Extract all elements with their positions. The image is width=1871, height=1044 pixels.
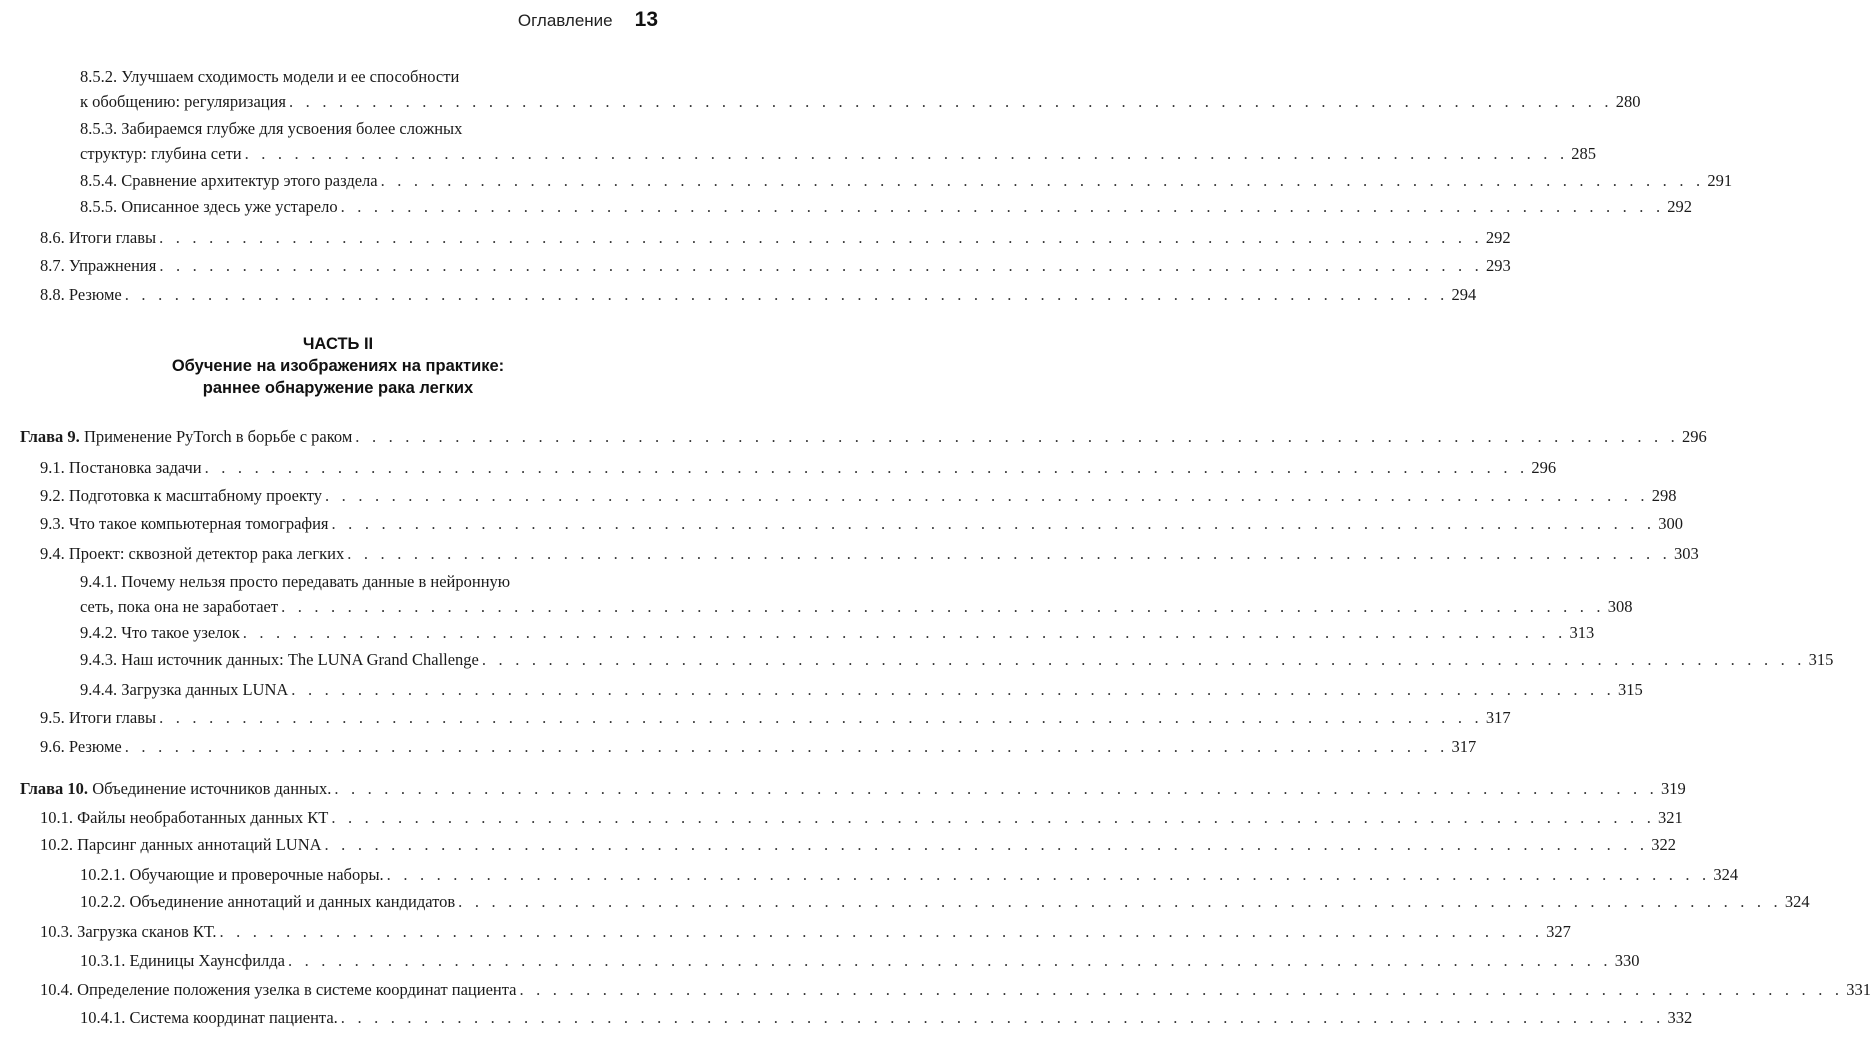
toc-entry[interactable]	[0, 511, 1683, 536]
toc-entry-title: 9.5. Итоги главы	[40, 708, 157, 727]
toc-page-number: 332	[1667, 1008, 1693, 1027]
toc-page-number: 300	[1658, 514, 1683, 533]
toc-entry-title: 10.4.1. Система координат пациента.	[80, 1008, 338, 1027]
dot-leader: . . . . . . . . . . . . . . . . . . . . . . . . . . . . . . . . . . . . . . . . . . . . . . . . . . . . . . . . . . . . . . . . . . . . . . . . . . . . . . . .	[340, 1008, 1665, 1027]
toc-entry-title: 8.5.4. Сравнение архитектур этого раздела	[80, 171, 378, 190]
toc-entry[interactable]	[0, 677, 1643, 702]
toc-entry[interactable]	[0, 64, 1641, 114]
toc-entry-title: 9.4.2. Что такое узелок	[80, 623, 240, 642]
part-title-line1: Обучение на изображениях на практике:	[171, 357, 505, 375]
toc-entry-title: 10.2.2. Объединение аннотаций и данных кандидатов	[80, 892, 456, 911]
toc-entry-title: 10.1. Файлы необработанных данных КТ	[40, 808, 329, 827]
toc-entry[interactable]	[0, 734, 1477, 759]
toc-page-number: 317	[1451, 737, 1477, 756]
toc-entry[interactable]	[0, 483, 1677, 508]
dot-leader: . . . . . . . . . . . . . . . . . . . . . . . . . . . . . . . . . . . . . . . . . . . . . . . . . . . . . . . . . . . . . . . . . . . . . . . . . . . . . . . .	[124, 737, 1449, 756]
toc-entry[interactable]	[0, 776, 1686, 801]
toc-entry[interactable]	[0, 948, 1640, 973]
toc-page-number: 296	[1681, 427, 1707, 446]
toc-page-number: 315	[1808, 650, 1834, 669]
toc-page-number: 324	[1713, 865, 1739, 884]
dot-leader: . . . . . . . . . . . . . . . . . . . . . . . . . . . . . . . . . . . . . . . . . . . . . . . . . . . . . . . . . . . . . . . . . . . . . . . . . . . . . . . .	[219, 922, 1544, 941]
toc-entry-title: 9.4.4. Загрузка данных LUNA	[80, 680, 289, 699]
toc-entry-title: структур: глубина сети	[80, 144, 242, 163]
toc-entry-title: 8.8. Резюме	[40, 285, 122, 304]
toc-page-number: 294	[1451, 285, 1477, 304]
toc-page-number: 292	[1667, 197, 1693, 216]
dot-leader: . . . . . . . . . . . . . . . . . . . . . . . . . . . . . . . . . . . . . . . . . . . . . . . . . . . . . . . . . . . . . . . . . . . . . . . . . . . . . . . .	[347, 544, 1671, 563]
toc-entry-title: 8.5.5. Описанное здесь уже устарело	[80, 197, 338, 216]
toc-entry[interactable]	[0, 194, 1693, 219]
toc-entry-title: 9.1. Постановка задачи	[40, 458, 202, 477]
toc-entry-title: 8.7. Упражнения	[40, 256, 157, 275]
dot-leader: . . . . . . . . . . . . . . . . . . . . . . . . . . . . . . . . . . . . . . . . . . . . . . . . . . . . . . . . . . . . . . . . . . . . . . . . . . . . . . . .	[159, 228, 1483, 247]
dot-leader: . . . . . . . . . . . . . . . . . . . . . . . . . . . . . . . . . . . . . . . . . . . . . . . . . . . . . . . . . . . . . . . . . . . . . . . . . . . . . . . .	[288, 951, 1612, 970]
toc-page-number: 291	[1707, 171, 1733, 190]
toc-page-number: 293	[1486, 256, 1511, 275]
toc-entry-title: 10.4. Определение положения узелка в системе координат пациента	[40, 980, 517, 999]
dot-leader: . . . . . . . . . . . . . . . . . . . . . . . . . . . . . . . . . . . . . . . . . . . . . . . . . . . . . . . . . . . . . . . . . . . . . . . . . . . . . . . .	[325, 486, 1649, 505]
toc-page-number: 319	[1661, 779, 1686, 798]
toc-entry-title-line1: 8.5.2. Улучшаем сходимость модели и ее способности	[80, 67, 460, 86]
dot-leader: . . . . . . . . . . . . . . . . . . . . . . . . . . . . . . . . . . . . . . . . . . . . . . . . . . . . . . . . . . . . . . . . . . . . . . . . . . . . . . . .	[334, 779, 1659, 798]
toc-page-number: 313	[1569, 623, 1595, 642]
toc-page-number: 292	[1485, 228, 1511, 247]
toc-page-number: 315	[1617, 680, 1643, 699]
part-title-line2: раннее обнаружение рака легких	[202, 379, 474, 397]
toc-page-number: 285	[1571, 144, 1597, 163]
dot-leader: . . . . . . . . . . . . . . . . . . . . . . . . . . . . . . . . . . . . . . . . . . . . . . . . . . . . . . . . . . . . . . . . . . . . . . . . . . . . . . . .	[519, 980, 1844, 999]
dot-leader: . . . . . . . . . . . . . . . . . . . . . . . . . . . . . . . . . . . . . . . . . . . . . . . . . . . . . . . . . . . . . . . . . . . . . . . . . . . . . . . .	[281, 597, 1605, 616]
dot-leader: . . . . . . . . . . . . . . . . . . . . . . . . . . . . . . . . . . . . . . . . . . . . . . . . . . . . . . . . . . . . . . . . . . . . . . . . . . . . . . . .	[204, 458, 1529, 477]
toc-entry-title-line1: 9.4.1. Почему нельзя просто передавать данные в нейронную	[80, 572, 511, 591]
toc-entry[interactable]	[0, 541, 1699, 566]
chapter-label: Глава 10.	[20, 779, 89, 798]
toc-page-number: 308	[1607, 597, 1633, 616]
toc-entry-title: 9.3. Что такое компьютерная томография	[40, 514, 329, 533]
toc-entry-title: 10.3.1. Единицы Хаунсфилда	[80, 951, 285, 970]
toc-entry[interactable]	[0, 620, 1595, 645]
toc-entry[interactable]	[0, 253, 1511, 278]
toc-entry-title: 9.4.3. Наш источник данных: The LUNA Grand Challenge	[80, 650, 479, 669]
toc-entry[interactable]	[0, 168, 1733, 193]
toc-entry[interactable]	[0, 116, 1597, 166]
dot-leader: . . . . . . . . . . . . . . . . . . . . . . . . . . . . . . . . . . . . . . . . . . . . . . . . . . . . . . . . . . . . . . . . . . . . . . . . . . . . . . . .	[331, 808, 1656, 827]
toc-entry[interactable]	[0, 424, 1707, 449]
toc-page-number: 317	[1485, 708, 1511, 727]
dot-leader: . . . . . . . . . . . . . . . . . . . . . . . . . . . . . . . . . . . . . . . . . . . . . . . . . . . . . . . . . . . . . . . . . . . . . . . . . . . . . . . .	[159, 256, 1484, 275]
toc-page-number: 330	[1614, 951, 1640, 970]
toc-entry[interactable]	[0, 977, 1871, 1002]
toc-page-number: 327	[1546, 922, 1571, 941]
toc-entry-title: 8.6. Итоги главы	[40, 228, 157, 247]
toc-entry[interactable]	[0, 705, 1511, 730]
toc-page-number: 280	[1615, 92, 1641, 111]
toc-entry-title: Применение PyTorch в борьбе с раком	[83, 427, 353, 446]
dot-leader: . . . . . . . . . . . . . . . . . . . . . . . . . . . . . . . . . . . . . . . . . . . . . . . . . . . . . . . . . . . . . . . . . . . . . . . . . . . . . . . .	[331, 514, 1656, 533]
header-title: Оглавление	[517, 11, 613, 30]
toc-entry[interactable]	[0, 647, 1834, 672]
toc-entry[interactable]	[0, 862, 1739, 887]
toc-entry-title: Объединение источников данных.	[92, 779, 332, 798]
dot-leader: . . . . . . . . . . . . . . . . . . . . . . . . . . . . . . . . . . . . . . . . . . . . . . . . . . . . . . . . . . . . . . . . . . . . . . . . . . . . . . . .	[355, 427, 1679, 446]
toc-entry[interactable]	[0, 832, 1676, 857]
toc-entry-title: 9.6. Резюме	[40, 737, 122, 756]
toc-page-number: 298	[1651, 486, 1677, 505]
dot-leader: . . . . . . . . . . . . . . . . . . . . . . . . . . . . . . . . . . . . . . . . . . . . . . . . . . . . . . . . . . . . . . . . . . . . . . . . . . . . . . . .	[242, 623, 1567, 642]
toc-entry[interactable]	[0, 455, 1557, 480]
toc-entry[interactable]	[0, 805, 1683, 830]
dot-leader: . . . . . . . . . . . . . . . . . . . . . . . . . . . . . . . . . . . . . . . . . . . . . . . . . . . . . . . . . . . . . . . . . . . . . . . . . . . . . . . .	[386, 865, 1711, 884]
dot-leader: . . . . . . . . . . . . . . . . . . . . . . . . . . . . . . . . . . . . . . . . . . . . . . . . . . . . . . . . . . . . . . . . . . . . . . . . . . . . . . . .	[481, 650, 1806, 669]
toc-entry[interactable]	[0, 1005, 1693, 1030]
toc-entry[interactable]	[0, 919, 1571, 944]
running-header	[518, 8, 658, 32]
toc-entry-title: 10.3. Загрузка сканов КТ.	[40, 922, 217, 941]
toc-entry-title: 9.4. Проект: сквозной детектор рака легких	[40, 544, 345, 563]
toc-entry-title-line1: 8.5.3. Забираемся глубже для усвоения более сложных	[80, 119, 463, 138]
toc-entry[interactable]	[0, 569, 1633, 619]
toc-entry-title: 10.2. Парсинг данных аннотаций LUNA	[40, 835, 322, 854]
dot-leader: . . . . . . . . . . . . . . . . . . . . . . . . . . . . . . . . . . . . . . . . . . . . . . . . . . . . . . . . . . . . . . . . . . . . . . . . . . . . . . . .	[289, 92, 1613, 111]
dot-leader: . . . . . . . . . . . . . . . . . . . . . . . . . . . . . . . . . . . . . . . . . . . . . . . . . . . . . . . . . . . . . . . . . . . . . . . . . . . . . . . .	[340, 197, 1665, 216]
toc-page-number: 324	[1784, 892, 1810, 911]
page-number: 13	[634, 8, 658, 31]
toc-page-number: 322	[1651, 835, 1676, 854]
dot-leader: . . . . . . . . . . . . . . . . . . . . . . . . . . . . . . . . . . . . . . . . . . . . . . . . . . . . . . . . . . . . . . . . . . . . . . . . . . . . . . . .	[124, 285, 1449, 304]
dot-leader: . . . . . . . . . . . . . . . . . . . . . . . . . . . . . . . . . . . . . . . . . . . . . . . . . . . . . . . . . . . . . . . . . . . . . . . . . . . . . . . .	[380, 171, 1705, 190]
toc-entry-title: сеть, пока она не заработает	[80, 597, 279, 616]
dot-leader: . . . . . . . . . . . . . . . . . . . . . . . . . . . . . . . . . . . . . . . . . . . . . . . . . . . . . . . . . . . . . . . . . . . . . . . . . . . . . . . .	[458, 892, 1782, 911]
toc-entry-title: 10.2.1. Обучающие и проверочные наборы.	[80, 865, 384, 884]
dot-leader: . . . . . . . . . . . . . . . . . . . . . . . . . . . . . . . . . . . . . . . . . . . . . . . . . . . . . . . . . . . . . . . . . . . . . . . . . . . . . . . .	[244, 144, 1569, 163]
toc-page-number: 303	[1673, 544, 1699, 563]
part-heading	[0, 333, 676, 399]
dot-leader: . . . . . . . . . . . . . . . . . . . . . . . . . . . . . . . . . . . . . . . . . . . . . . . . . . . . . . . . . . . . . . . . . . . . . . . . . . . . . . . .	[159, 708, 1483, 727]
dot-leader: . . . . . . . . . . . . . . . . . . . . . . . . . . . . . . . . . . . . . . . . . . . . . . . . . . . . . . . . . . . . . . . . . . . . . . . . . . . . . . . .	[324, 835, 1649, 854]
toc-page-number: 296	[1531, 458, 1557, 477]
dot-leader: . . . . . . . . . . . . . . . . . . . . . . . . . . . . . . . . . . . . . . . . . . . . . . . . . . . . . . . . . . . . . . . . . . . . . . . . . . . . . . . .	[291, 680, 1615, 699]
toc-page-number: 331	[1846, 980, 1871, 999]
toc-entry-title: 9.2. Подготовка к масштабному проекту	[40, 486, 323, 505]
toc-entry[interactable]	[0, 225, 1511, 250]
toc-entry-title: к обобщению: регуляризация	[80, 92, 287, 111]
toc-page-number: 321	[1658, 808, 1683, 827]
toc-entry[interactable]	[0, 889, 1810, 914]
part-label: ЧАСТЬ II	[302, 335, 374, 353]
chapter-label: Глава 9.	[20, 427, 80, 446]
toc-entry[interactable]	[0, 282, 1477, 307]
